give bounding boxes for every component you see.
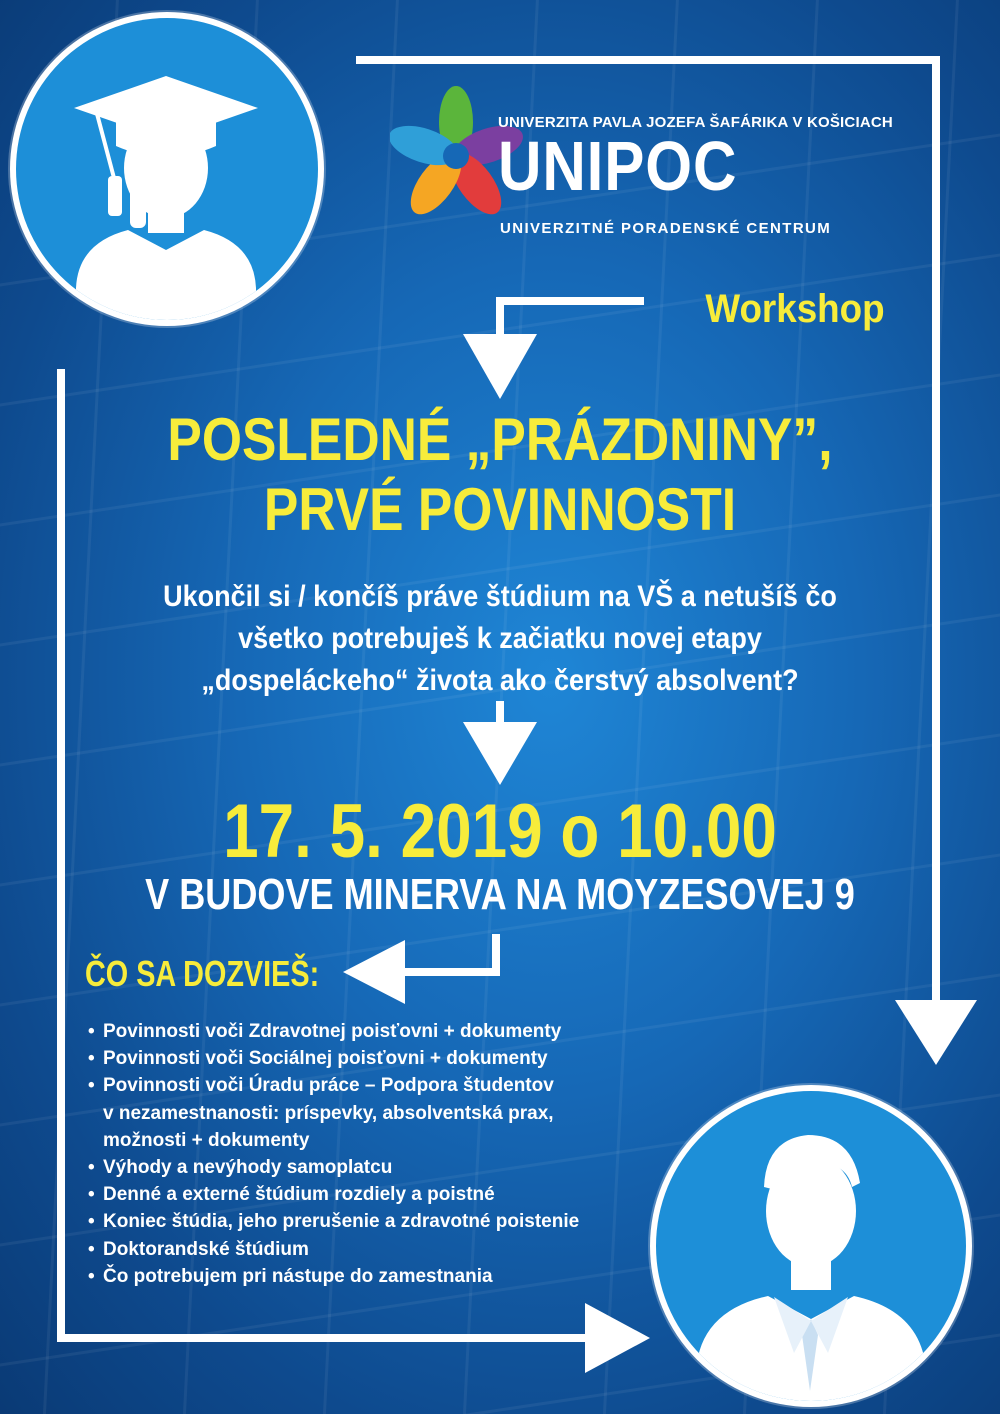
event-type-label: Workshop — [705, 287, 885, 331]
logo-subtitle: UNIVERZITNÉ PORADENSKÉ CENTRUM — [500, 220, 832, 237]
list-item — [88, 1072, 708, 1154]
logo-wordmark: UNIPOC — [498, 127, 738, 205]
businessman-icon — [656, 1091, 966, 1401]
list-item: • Denné a externé štúdium rozdiely a poistné — [88, 1181, 708, 1208]
intro-line: Ukončil si / končíš práve štúdium na VŠ a netušíš čo — [163, 580, 837, 613]
list-item-line: v nezamestnanosti: príspevky, absolventská prax, — [103, 1102, 554, 1124]
graduate-icon — [16, 18, 318, 320]
event-date-time: 17. 5. 2019 o 10.00 — [223, 789, 777, 874]
event-title-line1: POSLEDNÉ „PRÁZDNINY”, — [167, 406, 833, 473]
list-item: • Koniec štúdia, jeho prerušenie a zdravotné poistenie — [88, 1208, 708, 1235]
event-place: V BUDOVE MINERVA NA MOYZESOVEJ 9 — [145, 870, 855, 919]
intro-line: všetko potrebuješ k začiatku novej etapy — [238, 622, 762, 655]
list-item: • Výhody a nevýhody samoplatcu — [88, 1154, 708, 1181]
list-item: • Povinnosti voči Sociálnej poisťovni + dokumenty — [88, 1045, 708, 1072]
list-item: • Čo potrebujem pri nástupe do zamestnania — [88, 1263, 708, 1290]
event-title — [122, 405, 879, 545]
intro-line: „dospeláckeho“ života ako čerstvý absolvent? — [201, 664, 799, 697]
list-item: • Doktorandské štúdium — [88, 1236, 708, 1263]
university-name: UNIVERZITA PAVLA JOZEFA ŠAFÁRIKA V KOŠICIACH — [498, 114, 893, 131]
list-item: • Povinnosti voči Zdravotnej poisťovni + dokumenty — [88, 1018, 708, 1045]
event-intro — [131, 576, 869, 702]
graduate-avatar-circle — [16, 18, 318, 320]
unipoc-logo — [370, 82, 900, 242]
list-item-line: možnosti + dokumenty — [103, 1129, 310, 1151]
topics-list — [88, 1018, 708, 1290]
learn-heading: ČO SA DOZVIEŠ: — [85, 953, 320, 994]
list-item-line: • Povinnosti voči Úradu práce – Podpora študentov — [103, 1075, 554, 1097]
graduate-professional-avatar-circle — [656, 1091, 966, 1401]
event-title-line2: PRVÉ POVINNOSTI — [263, 476, 737, 543]
